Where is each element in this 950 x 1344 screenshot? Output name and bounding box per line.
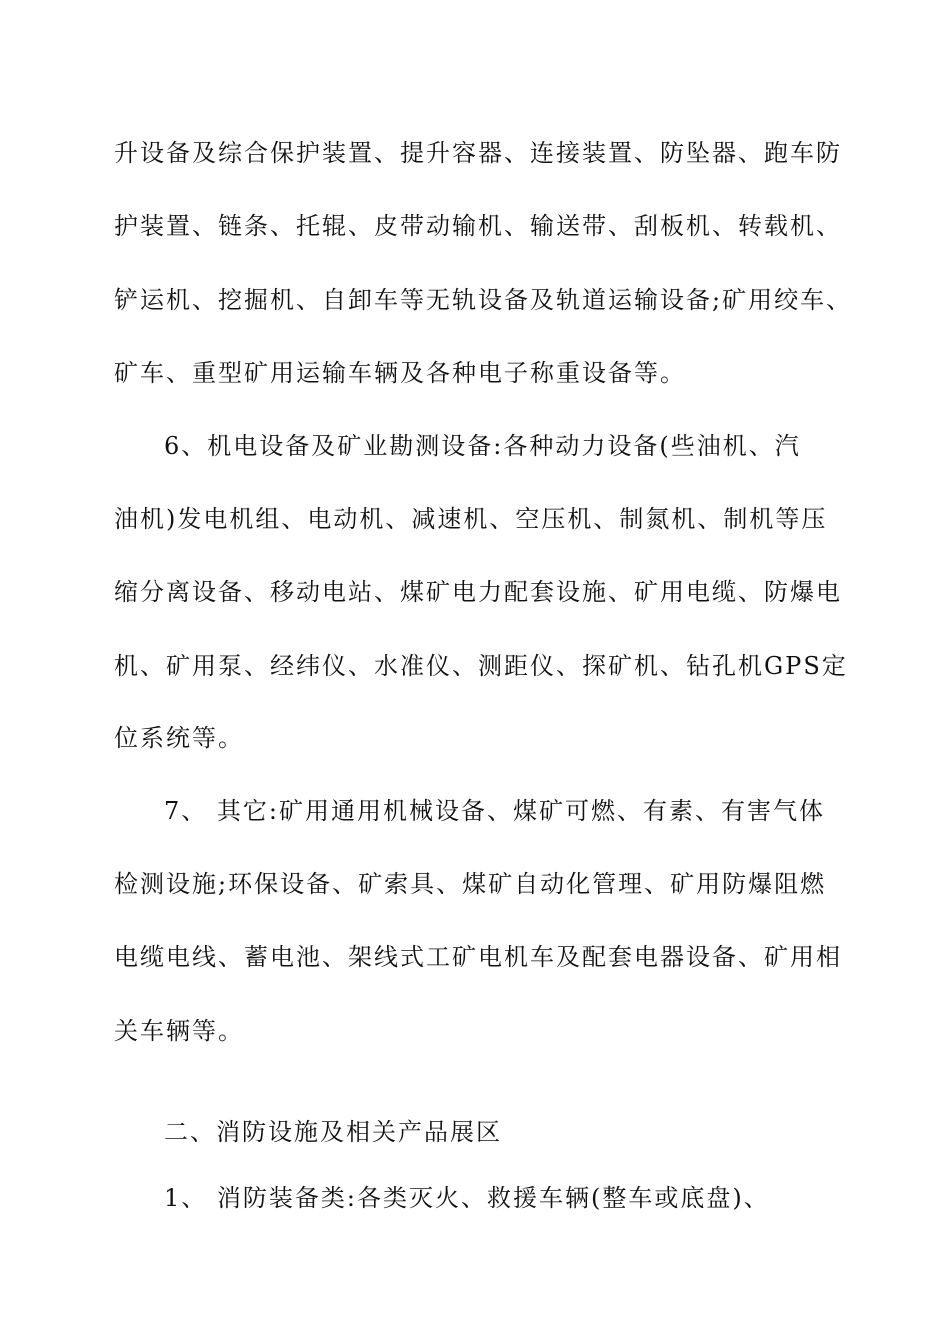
text-line: 铲运机、挖掘机、自卸车等无轨设备及轨道运输设备;矿用绞车、 [114,286,853,314]
text-line: 护装置、链条、托辊、皮带动输机、输送带、刮板机、转载机、 [114,212,842,240]
paragraph-heading-6: 6、机电设备及矿业勘测设备:各种动力设备(些油机、汽 [164,432,801,460]
text-line: 缩分离设备、移动电站、煤矿电力配套设施、矿用电缆、防爆电 [114,578,842,606]
text-line: 关车辆等。 [114,1017,244,1045]
text-line: 油机)发电机组、电动机、减速机、空压机、制氮机、制机等压 [114,505,828,533]
text-line: 位系统等。 [114,724,244,752]
paragraph-heading-7: 7、 其它:矿用通用机械设备、煤矿可燃、有素、有害气体 [164,797,825,825]
section-heading: 二、消防设施及相关产品展区 [164,1118,502,1146]
text-line: 升设备及综合保护装置、提升容器、连接装置、防坠器、跑车防 [114,139,842,167]
text-line: 电缆电线、蓄电池、架线式工矿电机车及配套电器设备、矿用相 [114,943,842,971]
text-line: 机、矿用泵、经纬仪、水准仪、测距仪、探矿机、钻孔机GPS定 [114,652,848,680]
text-line: 矿车、重型矿用运输车辆及各种电子称重设备等。 [114,359,686,387]
paragraph-heading-1: 1、 消防装备类:各类灭火、救援车辆(整车或底盘)、 [164,1184,770,1212]
text-line: 检测设施;环保设备、矿索具、煤矿自动化管理、矿用防爆阻燃 [114,870,827,898]
